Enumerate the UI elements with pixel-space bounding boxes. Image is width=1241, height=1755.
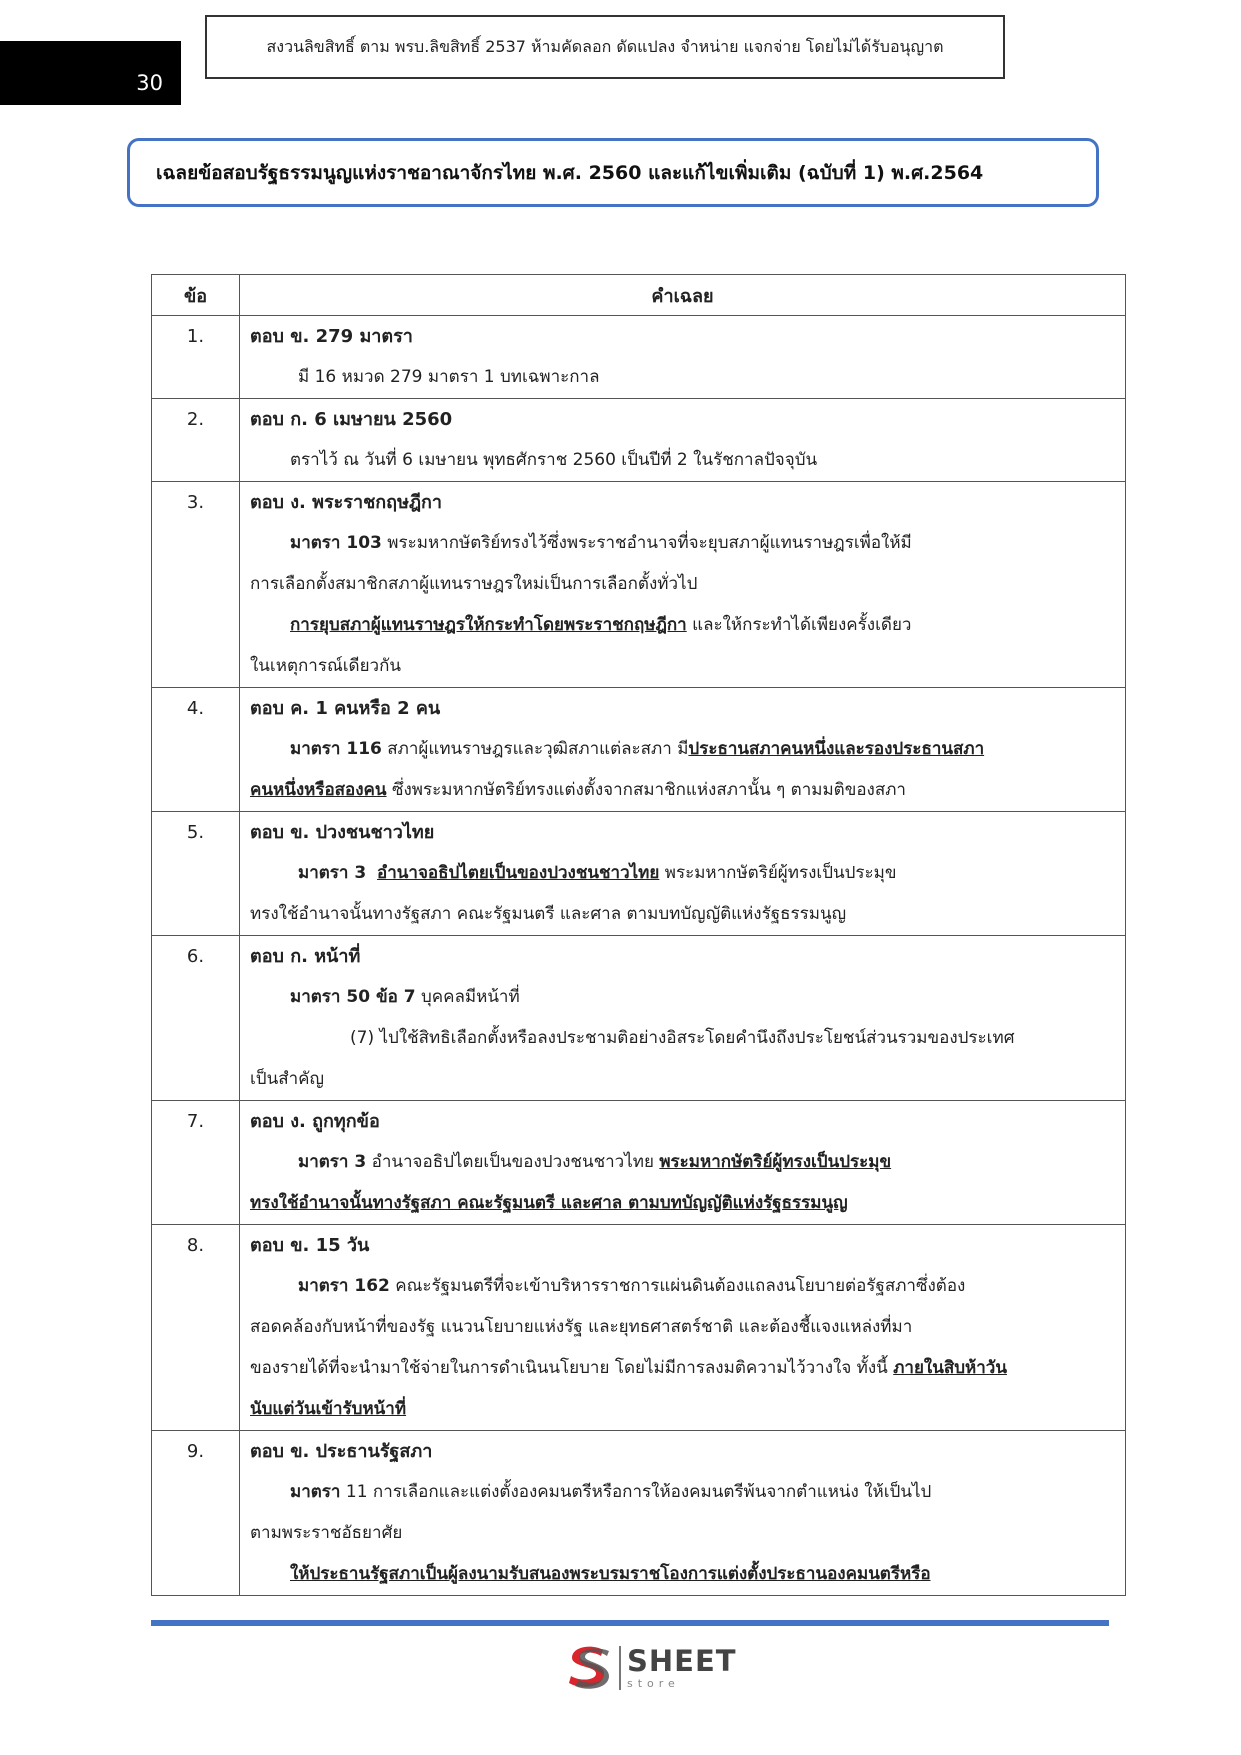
key-phrase: ทรงใช้อำนาจนั้นทางรัฐสภา คณะรัฐมนตรี และศาล ตามบทบัญญัติแห่งรัฐธรรมนูญ: [250, 1193, 848, 1213]
answer-cell: [240, 1225, 1126, 1431]
text-segment: พระมหากษัตริย์ทรงไว้ซึ่งพระราชอำนาจที่จะยุบสภาผู้แทนราษฎรเพื่อให้มี: [381, 533, 912, 553]
section-ref: มาตรา: [290, 1482, 341, 1502]
section-ref: มาตรา 3: [298, 863, 367, 883]
logo-subtext: store: [627, 1677, 680, 1690]
text-segment: พระมหากษัตริย์ผู้ทรงเป็นประมุข: [659, 863, 897, 883]
document-title: เฉลยข้อสอบรัฐธรรมนูญแห่งราชอาณาจักรไทย พ.ศ. 2560 และแก้ไขเพิ่มเติม (ฉบับที่ 1) พ.ศ.2564: [127, 138, 1099, 207]
explanation-line: ตามพระราชอัธยาศัย: [250, 1523, 403, 1543]
explanation-line: ทรงใช้อำนาจนั้นทางรัฐสภา คณะรัฐมนตรี และศาล ตามบทบัญญัติแห่งรัฐธรรมนูญ: [250, 904, 847, 924]
table-row: [152, 1225, 1126, 1431]
table-row: [152, 1431, 1126, 1596]
answer-choice: ตอบ ค. 1 คนหรือ 2 คน: [250, 698, 441, 719]
answer-choice: ตอบ ง. ถูกทุกข้อ: [250, 1111, 380, 1132]
page-number: 30: [136, 71, 163, 95]
key-phrase: คนหนึ่งหรือสองคน: [250, 780, 387, 800]
key-phrase: การยุบสภาผู้แทนราษฎรให้กระทำโดยพระราชกฤษฎีกา: [290, 615, 687, 635]
explanation-line: สอดคล้องกับหน้าที่ของรัฐ แนวนโยบายแห่งรัฐ และยุทธศาสตร์ชาติ และต้องชี้แจงแหล่งที่มา: [250, 1317, 913, 1337]
item-number: 4.: [152, 688, 240, 812]
table-row: [152, 812, 1126, 936]
sheet-store-logo-icon: [563, 1642, 613, 1694]
table-row: [152, 688, 1126, 812]
explanation-line: มี 16 หมวด 279 มาตรา 1 บทเฉพาะกาล: [298, 367, 600, 387]
answer-cell: [240, 482, 1126, 688]
answer-choice: ตอบ ข. 279 มาตรา: [250, 326, 413, 347]
explanation-line: [250, 1183, 1115, 1224]
explanation-line: [250, 1472, 1115, 1513]
explanation-line: การเลือกตั้งสมาชิกสภาผู้แทนราษฎรใหม่เป็นการเลือกตั้งทั่วไป: [250, 574, 698, 594]
section-ref: มาตรา 162: [298, 1276, 390, 1296]
explanation-line: [250, 523, 1115, 564]
table-row: [152, 482, 1126, 688]
text-segment: 11 การเลือกและแต่งตั้งองคมนตรีหรือการให้องคมนตรีพ้นจากตำแหน่ง ให้เป็นไป: [340, 1482, 932, 1502]
answer-cell: [240, 316, 1126, 399]
answer-cell: [240, 688, 1126, 812]
explanation-line: ตราไว้ ณ วันที่ 6 เมษายน พุทธศักราช 2560 เป็นปีที่ 2 ในรัชกาลปัจจุบัน: [290, 450, 818, 470]
table-header-row: [152, 275, 1126, 316]
table-row: [152, 399, 1126, 482]
key-phrase: พระมหากษัตริย์ผู้ทรงเป็นประมุข: [659, 1152, 892, 1172]
text-segment: บุคคลมีหน้าที่: [415, 987, 520, 1007]
explanation-line: [250, 605, 1115, 646]
explanation-line: [250, 729, 1115, 770]
text-segment: อำนาจอธิปไตยเป็นของปวงชนชาวไทย: [366, 1152, 660, 1172]
logo-divider: [619, 1646, 621, 1690]
explanation-line: [250, 1348, 1115, 1389]
copyright-notice: สงวนลิขสิทธิ์ ตาม พรบ.ลิขสิทธิ์ 2537 ห้ามคัดลอก ดัดแปลง จำหน่าย แจกจ่าย โดยไม่ได้รับอนุญาต: [205, 15, 1005, 79]
item-number: 2.: [152, 399, 240, 482]
section-ref: มาตรา 116: [290, 739, 382, 759]
answer-choice: ตอบ ข. ประธานรัฐสภา: [250, 1441, 433, 1462]
explanation-line: [250, 1266, 1115, 1307]
key-phrase: ภายในสิบห้าวัน: [893, 1358, 1007, 1378]
header-item-number: ข้อ: [152, 275, 240, 316]
answer-cell: [240, 1101, 1126, 1225]
explanation-line: [250, 853, 1115, 894]
answer-choice: ตอบ ข. ปวงชนชาวไทย: [250, 822, 435, 843]
item-number: 6.: [152, 936, 240, 1101]
explanation-line: [250, 977, 1115, 1018]
answer-choice: ตอบ ข. 15 วัน: [250, 1235, 370, 1256]
key-phrase: นับแต่วันเข้ารับหน้าที่: [250, 1399, 407, 1419]
answer-cell: [240, 399, 1126, 482]
item-number: 5.: [152, 812, 240, 936]
section-ref: มาตรา 3: [298, 1152, 367, 1172]
table-row: [152, 936, 1126, 1101]
answer-choice: ตอบ ง. พระราชกฤษฎีกา: [250, 492, 443, 513]
item-number: 3.: [152, 482, 240, 688]
footer-divider: [151, 1620, 1109, 1626]
answer-table: [151, 274, 1126, 1596]
item-number: 9.: [152, 1431, 240, 1596]
item-number: 1.: [152, 316, 240, 399]
header-answer: คำเฉลย: [240, 275, 1126, 316]
explanation-line: [250, 1389, 1115, 1430]
explanation-line: ในเหตุการณ์เดียวกัน: [250, 656, 401, 676]
sheet-store-logo: [563, 1640, 737, 1696]
answer-cell: [240, 812, 1126, 936]
logo-text: [627, 1644, 737, 1690]
explanation-line: เป็นสำคัญ: [250, 1069, 325, 1089]
page-number-box: [0, 41, 181, 105]
key-phrase: ประธานสภาคนหนึ่งและรองประธานสภา: [688, 739, 985, 759]
section-ref: มาตรา 50 ข้อ 7: [290, 987, 416, 1007]
text-segment: สภาผู้แทนราษฎรและวุฒิสภาแต่ละสภา มี: [381, 739, 689, 759]
explanation-line: [250, 1142, 1115, 1183]
answer-choice: ตอบ ก. 6 เมษายน 2560: [250, 409, 453, 430]
key-phrase: อำนาจอธิปไตยเป็นของปวงชนชาวไทย: [377, 863, 660, 883]
explanation-line: [250, 770, 1115, 811]
text-segment: และให้กระทำได้เพียงครั้งเดียว: [686, 615, 912, 635]
answer-cell: [240, 936, 1126, 1101]
text-segment: ของรายได้ที่จะนำมาใช้จ่ายในการดำเนินนโยบาย โดยไม่มีการลงมติความไว้วางใจ ทั้งนี้: [250, 1358, 894, 1378]
table-row: [152, 316, 1126, 399]
text-segment: ซึ่งพระมหากษัตริย์ทรงแต่งตั้งจากสมาชิกแห่งสภานั้น ๆ ตามมติของสภา: [386, 780, 906, 800]
answer-cell: [240, 1431, 1126, 1596]
item-number: 7.: [152, 1101, 240, 1225]
key-phrase: ให้ประธานรัฐสภาเป็นผู้ลงนามรับสนองพระบรมราชโองการแต่งตั้งประธานองคมนตรีหรือ: [290, 1564, 931, 1584]
table-row: [152, 1101, 1126, 1225]
answer-choice: ตอบ ก. หน้าที่: [250, 946, 361, 967]
section-ref: มาตรา 103: [290, 533, 382, 553]
item-number: 8.: [152, 1225, 240, 1431]
explanation-line: (7) ไปใช้สิทธิเลือกตั้งหรือลงประชามติอย่างอิสระโดยคำนึงถึงประโยชน์ส่วนรวมของประเทศ: [350, 1028, 1015, 1048]
explanation-line: [250, 1554, 1115, 1595]
logo-word: SHEET: [627, 1644, 737, 1678]
text-segment: คณะรัฐมนตรีที่จะเข้าบริหารราชการแผ่นดินต้องแถลงนโยบายต่อรัฐสภาซึ่งต้อง: [389, 1276, 966, 1296]
